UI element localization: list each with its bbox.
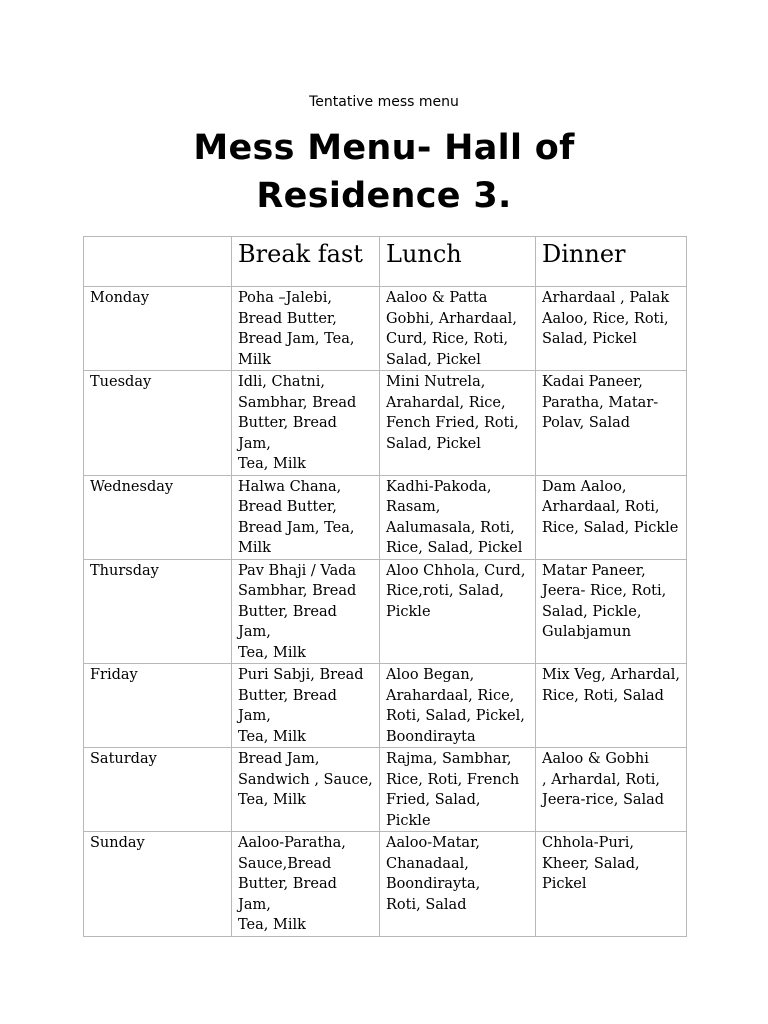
mess-menu-table <box>83 236 687 937</box>
dinner-line: Jeera-rice, Salad <box>542 792 665 808</box>
breakfast-line: Sambhar, Bread <box>238 394 357 411</box>
lunch-line: Arahardal, Rice, <box>386 394 506 411</box>
day-cell: Friday <box>84 664 232 748</box>
dinner-line: Polav, Salad <box>542 415 631 431</box>
dinner-line: Rice, Salad, Pickle <box>542 519 679 536</box>
breakfast-line: Idli, Chatni, <box>238 374 325 390</box>
title-line-1: Mess Menu- Hall of <box>193 128 575 168</box>
lunch-line: Salad, Pickel <box>386 351 481 368</box>
lunch-line: Fried, Salad, Pickle <box>386 792 481 829</box>
table-row <box>84 287 687 371</box>
lunch-line: Kadhi-Pakoda, <box>386 478 492 495</box>
dinner-line: Paratha, Matar- <box>542 394 659 411</box>
breakfast-line: Milk <box>238 540 271 556</box>
breakfast-line: Aaloo-Paratha, <box>238 835 346 851</box>
lunch-cell <box>380 287 536 371</box>
lunch-line: Aloo Chhola, Curd, <box>386 562 526 579</box>
breakfast-line: Puri Sabji, Bread <box>238 667 364 683</box>
lunch-cell <box>380 371 536 476</box>
lunch-line: Arahardaal, Rice, <box>386 687 515 704</box>
breakfast-cell <box>232 287 380 371</box>
lunch-line: Roti, Salad <box>386 896 467 913</box>
dinner-line: Aaloo, Rice, Roti, <box>542 310 669 327</box>
breakfast-line: Butter, Bread Jam, <box>238 603 337 640</box>
dinner-line: Rice, Roti, Salad <box>542 687 664 704</box>
dinner-line: Chhola-Puri, <box>542 835 634 851</box>
table-row <box>84 664 687 748</box>
dinner-line: Arhardaal , Palak <box>542 290 670 306</box>
table-row <box>84 832 687 937</box>
header-cell-breakfast: Break fast <box>232 237 380 287</box>
lunch-line: Curd, Rice, Roti, <box>386 331 509 347</box>
lunch-line: Aalumasala, Roti, <box>386 519 515 536</box>
lunch-line: Rice,roti, Salad, <box>386 583 504 599</box>
dinner-line: Gulabjamun <box>542 624 632 640</box>
dinner-cell <box>536 475 687 559</box>
lunch-cell <box>380 664 536 748</box>
lunch-line: Boondirayta <box>386 728 476 745</box>
dinner-line: Kheer, Salad, <box>542 855 640 872</box>
breakfast-line: Bread Jam, Tea, <box>238 519 355 536</box>
dinner-line: Matar Paneer, <box>542 562 646 579</box>
breakfast-cell <box>232 371 380 476</box>
table-row <box>84 748 687 832</box>
document-title <box>150 124 618 220</box>
title-line-2: Residence 3. <box>256 176 512 216</box>
dinner-line: Pickel <box>542 876 587 892</box>
day-cell: Saturday <box>84 748 232 832</box>
breakfast-line: Poha –Jalebi, <box>238 290 332 306</box>
lunch-line: Rice, Salad, Pickel <box>386 540 523 556</box>
breakfast-line: Tea, Milk <box>238 917 306 933</box>
breakfast-line: Bread Jam, Tea, <box>238 331 355 347</box>
day-cell: Monday <box>84 287 232 371</box>
breakfast-line: Tea, Milk <box>238 792 306 808</box>
lunch-line: Aaloo & Patta <box>386 290 488 306</box>
breakfast-line: Tea, Milk <box>238 456 306 472</box>
table-row <box>84 559 687 664</box>
lunch-line: Rice, Roti, French <box>386 771 520 788</box>
lunch-line: Chanadaal, <box>386 855 469 872</box>
day-cell: Tuesday <box>84 371 232 476</box>
breakfast-line: Tea, Milk <box>238 728 306 745</box>
dinner-cell <box>536 371 687 476</box>
day-cell: Sunday <box>84 832 232 937</box>
lunch-line: Salad, Pickel <box>386 435 481 452</box>
dinner-cell <box>536 287 687 371</box>
breakfast-line: Sauce,Bread <box>238 855 332 872</box>
breakfast-line: Butter, Bread Jam, <box>238 687 337 724</box>
breakfast-cell <box>232 832 380 937</box>
lunch-line: Rasam, <box>386 499 441 515</box>
lunch-cell <box>380 475 536 559</box>
header-cell-day <box>84 237 232 287</box>
lunch-cell <box>380 832 536 937</box>
lunch-cell <box>380 748 536 832</box>
breakfast-line: Pav Bhaji / Vada <box>238 562 357 579</box>
breakfast-cell <box>232 475 380 559</box>
breakfast-cell <box>232 664 380 748</box>
dinner-line: Salad, Pickle, <box>542 603 642 620</box>
table-header-row <box>84 237 687 287</box>
lunch-line: Boondirayta, <box>386 876 481 892</box>
breakfast-line: Butter, Bread Jam, <box>238 415 337 452</box>
breakfast-line: Butter, Bread Jam, <box>238 876 337 913</box>
header-cell-dinner: Dinner <box>536 237 687 287</box>
breakfast-line: Halwa Chana, <box>238 478 342 495</box>
day-cell: Wednesday <box>84 475 232 559</box>
breakfast-line: Milk <box>238 351 271 368</box>
dinner-line: Arhardaal, Roti, <box>542 499 660 515</box>
dinner-line: Jeera- Rice, Roti, <box>542 583 667 599</box>
header-cell-lunch: Lunch <box>380 237 536 287</box>
dinner-cell <box>536 559 687 664</box>
dinner-line: Kadai Paneer, <box>542 374 643 390</box>
lunch-line: Mini Nutrela, <box>386 374 486 390</box>
breakfast-cell <box>232 559 380 664</box>
breakfast-line: Tea, Milk <box>238 644 306 661</box>
dinner-line: , Arhardal, Roti, <box>542 771 661 788</box>
dinner-line: Dam Aaloo, <box>542 478 627 495</box>
lunch-line: Aaloo-Matar, <box>386 835 481 851</box>
breakfast-line: Bread Butter, <box>238 499 337 515</box>
lunch-line: Rajma, Sambhar, <box>386 751 512 767</box>
document-subtitle: Tentative mess menu <box>309 94 459 110</box>
lunch-cell <box>380 559 536 664</box>
table-row <box>84 475 687 559</box>
lunch-line: Aloo Began, <box>386 667 475 683</box>
day-cell: Thursday <box>84 559 232 664</box>
dinner-line: Mix Veg, Arhardal, <box>542 667 680 683</box>
breakfast-line: Sambhar, Bread <box>238 583 357 599</box>
lunch-line: Pickle <box>386 603 431 620</box>
breakfast-line: Bread Jam, <box>238 751 320 767</box>
breakfast-cell <box>232 748 380 832</box>
dinner-cell <box>536 664 687 748</box>
lunch-line: Roti, Salad, Pickel, <box>386 708 525 724</box>
dinner-line: Aaloo & Gobhi <box>542 751 649 767</box>
lunch-line: Gobhi, Arhardaal, <box>386 310 517 327</box>
dinner-cell <box>536 832 687 937</box>
dinner-cell <box>536 748 687 832</box>
lunch-line: Fench Fried, Roti, <box>386 415 519 431</box>
dinner-line: Salad, Pickel <box>542 331 637 347</box>
table-row <box>84 371 687 476</box>
breakfast-line: Sandwich , Sauce, <box>238 771 373 788</box>
breakfast-line: Bread Butter, <box>238 310 337 327</box>
